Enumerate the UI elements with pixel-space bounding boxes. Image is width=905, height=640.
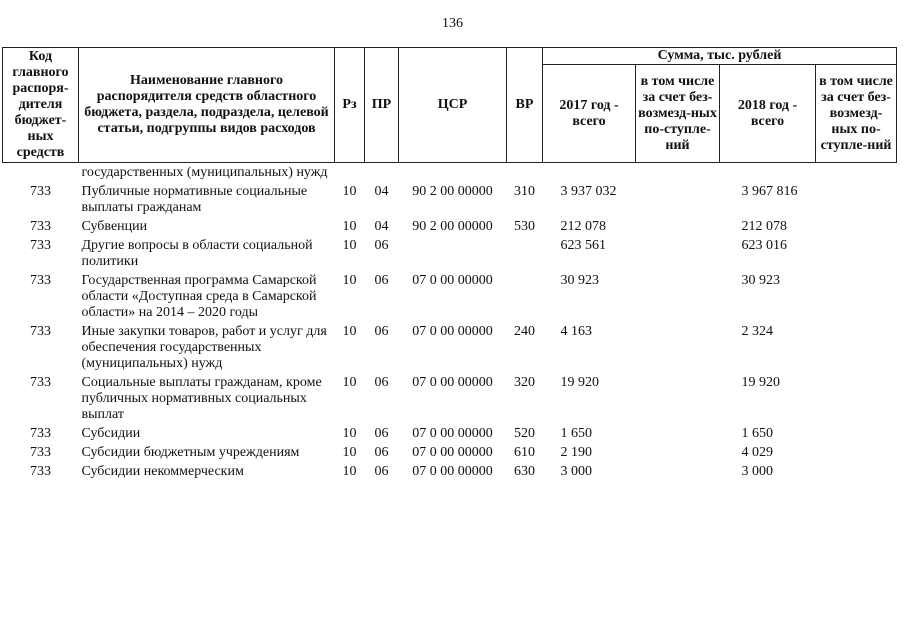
cell-2018-total: 30 923 xyxy=(741,273,780,288)
header-sum-group: Сумма, тыс. рублей xyxy=(543,48,897,65)
cell-2018-total: 4 029 xyxy=(741,445,773,460)
table-row xyxy=(3,272,897,323)
header-name: Наименование главного распорядителя средств областного бюджета, раздела, подраздела, целевой статьи, подгруппы видов расходов xyxy=(79,48,335,163)
header-2017-grants: в том числе за счет без-возмезд-ных по-ступле-ний xyxy=(636,65,720,163)
page-number: 136 xyxy=(442,16,463,31)
table-row xyxy=(3,218,897,237)
cell-2017-grants xyxy=(636,218,720,237)
cell-pr: 04 xyxy=(374,219,389,234)
cell-code: 733 xyxy=(30,324,51,339)
cell-code: 733 xyxy=(30,273,51,288)
cell-name: Субсидии бюджетным учреждениям xyxy=(81,445,300,460)
table-row xyxy=(3,163,897,184)
cell-pr: 06 xyxy=(374,324,389,339)
cell-2017-grants xyxy=(636,444,720,463)
cell-rz: 10 xyxy=(342,273,357,288)
cell-2017-total xyxy=(543,163,636,184)
cell-2018-grants xyxy=(816,463,897,482)
cell-vr xyxy=(507,237,543,272)
cell-name: Иные закупки товаров, работ и услуг для обеспечения государственных (муниципальных) нужд xyxy=(81,324,327,371)
cell-code: 733 xyxy=(30,238,51,253)
cell-2018-total xyxy=(720,163,816,184)
cell-rz xyxy=(335,163,365,184)
header-2017-total: 2017 год - всего xyxy=(543,65,636,163)
cell-2018-grants xyxy=(816,444,897,463)
cell-pr: 04 xyxy=(374,184,389,199)
cell-csr: 90 2 00 00000 xyxy=(412,219,493,234)
cell-vr: 320 xyxy=(514,375,535,390)
cell-code: 733 xyxy=(30,219,51,234)
cell-vr: 310 xyxy=(514,184,535,199)
cell-rz: 10 xyxy=(342,324,357,339)
cell-vr: 530 xyxy=(514,219,535,234)
cell-2017-total: 1 650 xyxy=(560,426,592,441)
header-2018-grants: в том числе за счет без-возмезд-ных по-ступле-ний xyxy=(816,65,897,163)
cell-name: Субсидии xyxy=(81,426,141,441)
cell-csr: 07 0 00 00000 xyxy=(412,464,493,479)
header-rz: Рз xyxy=(335,48,365,163)
cell-vr xyxy=(507,163,543,184)
cell-code: 733 xyxy=(30,375,51,390)
cell-vr xyxy=(507,272,543,323)
cell-pr: 06 xyxy=(374,426,389,441)
cell-2017-total: 3 000 xyxy=(560,464,592,479)
cell-rz: 10 xyxy=(342,238,357,253)
cell-csr xyxy=(399,163,507,184)
cell-rz: 10 xyxy=(342,426,357,441)
cell-name: Субвенции xyxy=(81,219,148,234)
cell-2018-total: 19 920 xyxy=(741,375,780,390)
cell-rz: 10 xyxy=(342,464,357,479)
cell-csr: 07 0 00 00000 xyxy=(412,273,493,288)
cell-csr: 07 0 00 00000 xyxy=(412,375,493,390)
cell-pr: 06 xyxy=(374,238,389,253)
cell-pr: 06 xyxy=(374,273,389,288)
cell-vr: 520 xyxy=(514,426,535,441)
table-row xyxy=(3,463,897,482)
cell-pr: 06 xyxy=(374,464,389,479)
cell-rz: 10 xyxy=(342,184,357,199)
cell-2017-grants xyxy=(636,425,720,444)
cell-2018-total: 3 967 816 xyxy=(741,184,798,199)
header-code: Код главного распоря-дителя бюджет-ных средств xyxy=(3,48,79,163)
cell-2017-total: 623 561 xyxy=(560,238,606,253)
cell-pr xyxy=(365,163,399,184)
table-row xyxy=(3,444,897,463)
cell-vr: 630 xyxy=(514,464,535,479)
header-csr: ЦСР xyxy=(399,48,507,163)
cell-name: Социальные выплаты гражданам, кроме публичных нормативных социальных выплат xyxy=(81,375,322,422)
table-row xyxy=(3,374,897,425)
cell-2018-total: 2 324 xyxy=(741,324,773,339)
cell-2018-grants xyxy=(816,237,897,272)
cell-2018-total: 212 078 xyxy=(741,219,787,234)
cell-rz: 10 xyxy=(342,445,357,460)
cell-2018-grants xyxy=(816,425,897,444)
cell-2018-grants xyxy=(816,163,897,184)
cell-2018-grants xyxy=(816,272,897,323)
cell-2018-grants xyxy=(816,218,897,237)
table-header xyxy=(3,48,897,163)
cell-rz: 10 xyxy=(342,375,357,390)
header-pr: ПР xyxy=(365,48,399,163)
budget-table xyxy=(2,47,897,482)
cell-csr: 07 0 00 00000 xyxy=(412,445,493,460)
cell-csr xyxy=(399,237,507,272)
header-2018-total: 2018 год - всего xyxy=(720,65,816,163)
cell-vr: 610 xyxy=(514,445,535,460)
header-vr: ВР xyxy=(507,48,543,163)
cell-2017-total: 3 937 032 xyxy=(560,184,617,199)
cell-2017-total: 4 163 xyxy=(560,324,592,339)
table-row xyxy=(3,323,897,374)
cell-2017-grants xyxy=(636,183,720,218)
cell-name: Государственная программа Самарской области «Доступная среда в Самарской области» на 2014 – 2020 годы xyxy=(81,273,317,320)
table-row xyxy=(3,183,897,218)
table-row xyxy=(3,237,897,272)
cell-2017-total: 19 920 xyxy=(560,375,599,390)
cell-2018-grants xyxy=(816,183,897,218)
cell-2018-total: 623 016 xyxy=(741,238,787,253)
cell-2017-grants xyxy=(636,272,720,323)
cell-2017-grants xyxy=(636,463,720,482)
cell-vr: 240 xyxy=(514,324,535,339)
cell-2017-total: 30 923 xyxy=(560,273,599,288)
cell-code: 733 xyxy=(30,464,51,479)
cell-2017-total: 2 190 xyxy=(560,445,592,460)
cell-name: Публичные нормативные социальные выплаты гражданам xyxy=(81,184,308,215)
cell-pr: 06 xyxy=(374,445,389,460)
cell-2017-total: 212 078 xyxy=(560,219,606,234)
cell-2018-total: 3 000 xyxy=(741,464,773,479)
cell-name: Другие вопросы в области социальной политики xyxy=(81,238,313,269)
cell-2018-total: 1 650 xyxy=(741,426,773,441)
cell-csr: 07 0 00 00000 xyxy=(412,426,493,441)
cell-2017-grants xyxy=(636,163,720,184)
cell-code: 733 xyxy=(30,445,51,460)
cell-code: 733 xyxy=(30,426,51,441)
cell-2017-grants xyxy=(636,323,720,374)
cell-pr: 06 xyxy=(374,375,389,390)
cell-csr: 07 0 00 00000 xyxy=(412,324,493,339)
table-row xyxy=(3,425,897,444)
cell-name: государственных (муниципальных) нужд xyxy=(81,165,328,180)
cell-name: Субсидии некоммерческим xyxy=(81,464,244,479)
cell-rz: 10 xyxy=(342,219,357,234)
cell-code: 733 xyxy=(30,184,51,199)
cell-csr: 90 2 00 00000 xyxy=(412,184,493,199)
cell-2017-grants xyxy=(636,374,720,425)
cell-code xyxy=(3,163,79,184)
cell-2018-grants xyxy=(816,323,897,374)
cell-2018-grants xyxy=(816,374,897,425)
cell-2017-grants xyxy=(636,237,720,272)
